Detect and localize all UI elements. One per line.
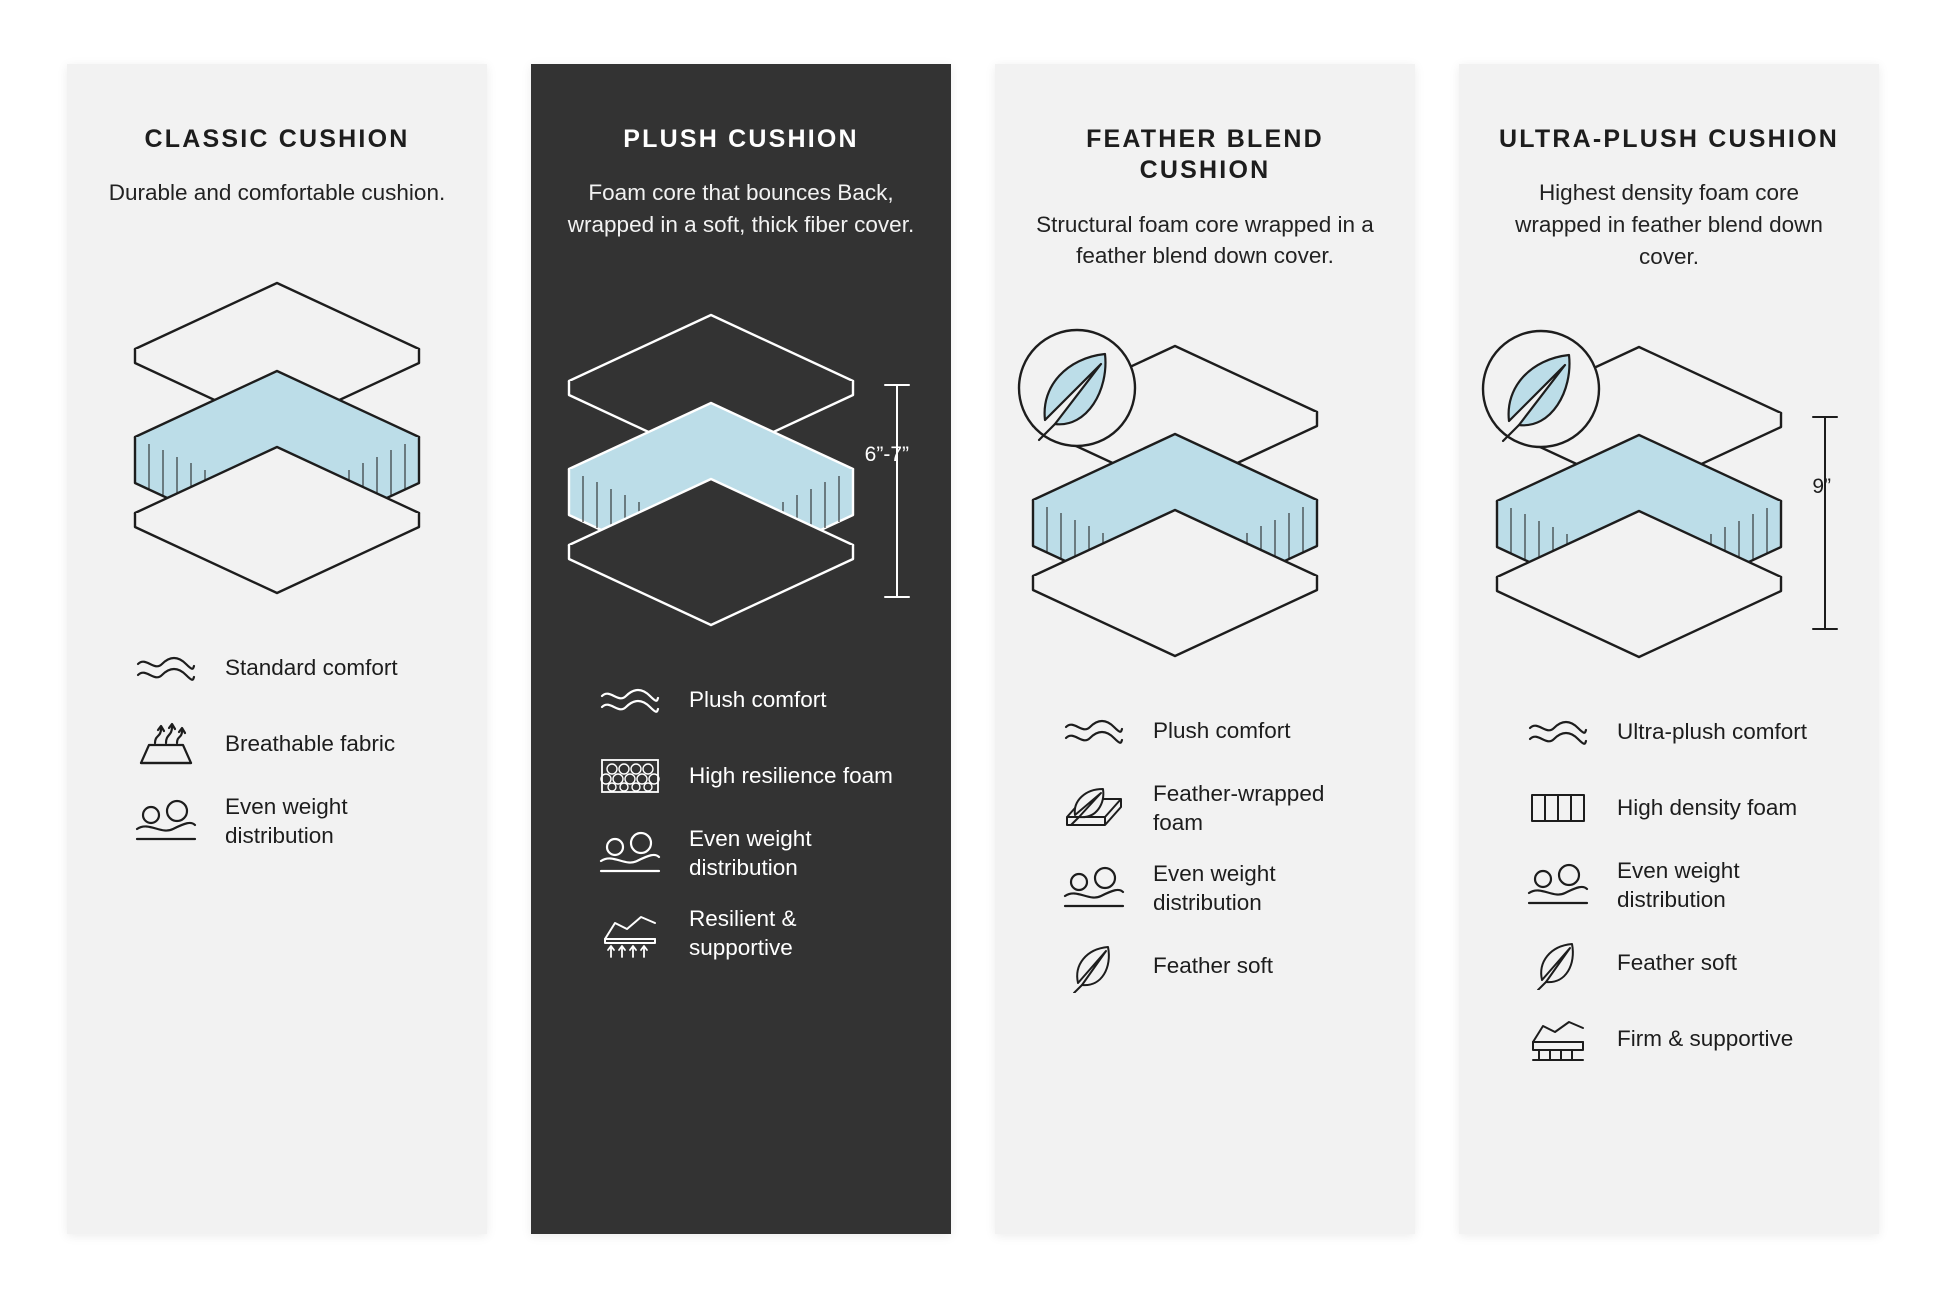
- feature-label: Feather soft: [1617, 950, 1738, 976]
- feature-label: Even weight distribution: [1153, 860, 1276, 915]
- feature-item[interactable]: [129, 793, 453, 851]
- feature-list: [101, 641, 453, 851]
- feature-item[interactable]: [129, 641, 453, 695]
- card-description: Highest density foam core wrapped in feather blend down cover.: [1515, 180, 1823, 270]
- feature-list: [1029, 704, 1381, 993]
- feature-label: Even weight distribution: [689, 826, 812, 880]
- cushion-diagram-feather-blend: [1029, 298, 1381, 678]
- breathable-fabric-icon: [129, 721, 203, 767]
- feature-item[interactable]: [1521, 1013, 1845, 1067]
- feature-item[interactable]: [1521, 705, 1845, 759]
- feature-item[interactable]: [1057, 940, 1381, 994]
- card-title: ULTRA-PLUSH CUSHION: [1499, 125, 1839, 153]
- feature-item[interactable]: [593, 825, 917, 883]
- honeycomb-foam-icon: [593, 753, 667, 799]
- wave-comfort-icon: [1057, 716, 1131, 746]
- feather-icon: [1057, 941, 1131, 993]
- wave-comfort-icon: [129, 653, 203, 683]
- feature-label: Even weight distribution: [225, 794, 348, 848]
- even-weight-distribution-icon: [593, 831, 667, 877]
- dimension-label: 6”-7”: [864, 443, 909, 467]
- cushion-diagram-plush: [565, 267, 917, 647]
- feature-label: Feather-wrapped foam: [1153, 781, 1325, 836]
- feature-item[interactable]: [1057, 780, 1381, 838]
- even-weight-distribution-icon: [1057, 866, 1131, 912]
- feature-label: Even weight distribution: [1617, 858, 1740, 912]
- card-ultra-plush-cushion[interactable]: [1459, 64, 1879, 1234]
- feature-item[interactable]: [1521, 857, 1845, 915]
- card-title: PLUSH CUSHION: [623, 125, 859, 153]
- feather-badge-icon: [1019, 330, 1135, 446]
- card-description: Structural foam core wrapped in a feather blend down cover.: [1036, 211, 1374, 269]
- feather-wrapped-foam-icon: [1057, 785, 1131, 833]
- feature-label: Plush comfort: [689, 686, 827, 712]
- feature-item[interactable]: [1521, 937, 1845, 991]
- resilient-support-icon: [593, 909, 667, 959]
- feature-item[interactable]: [1057, 704, 1381, 758]
- wave-comfort-icon: [1521, 717, 1595, 747]
- card-description: Foam core that bounces Back, wrapped in a soft, thick fiber cover.: [567, 180, 915, 238]
- card-classic-cushion[interactable]: [67, 64, 487, 1234]
- cushion-diagram-classic: [101, 235, 453, 615]
- feature-label: Standard comfort: [225, 654, 398, 680]
- feature-label: Feather soft: [1153, 953, 1274, 979]
- feature-label: Breathable fabric: [225, 730, 396, 756]
- feature-item[interactable]: [1521, 781, 1845, 835]
- feature-label: Resilient & supportive: [689, 905, 797, 960]
- even-weight-distribution-icon: [129, 799, 203, 845]
- firm-support-icon: [1521, 1016, 1595, 1064]
- feature-list: [1493, 705, 1845, 1067]
- feature-list: [565, 673, 917, 962]
- feature-item[interactable]: [1057, 860, 1381, 918]
- feature-label: High density foam: [1617, 794, 1798, 820]
- feather-icon: [1521, 938, 1595, 990]
- feature-label: Firm & supportive: [1617, 1026, 1794, 1052]
- high-density-foam-icon: [1521, 787, 1595, 829]
- card-plush-cushion[interactable]: [531, 64, 951, 1234]
- feature-item[interactable]: [129, 717, 453, 771]
- cushion-diagram-ultra-plush: [1493, 299, 1845, 679]
- feature-item[interactable]: [593, 749, 917, 803]
- feature-label: High resilience foam: [689, 762, 893, 788]
- card-description: Durable and comfortable cushion.: [108, 180, 446, 206]
- feature-label: Ultra-plush comfort: [1617, 718, 1808, 744]
- feather-badge-icon: [1483, 331, 1599, 447]
- feature-item[interactable]: [593, 673, 917, 727]
- feature-item[interactable]: [593, 905, 917, 963]
- even-weight-distribution-icon: [1521, 863, 1595, 909]
- card-title: CLASSIC CUSHION: [144, 125, 410, 153]
- dimension-label: 9”: [1812, 475, 1831, 499]
- card-feather-blend-cushion[interactable]: [995, 64, 1415, 1234]
- wave-comfort-icon: [593, 685, 667, 715]
- card-title: FEATHER BLEND CUSHION: [1086, 125, 1324, 185]
- feature-label: Plush comfort: [1153, 717, 1291, 743]
